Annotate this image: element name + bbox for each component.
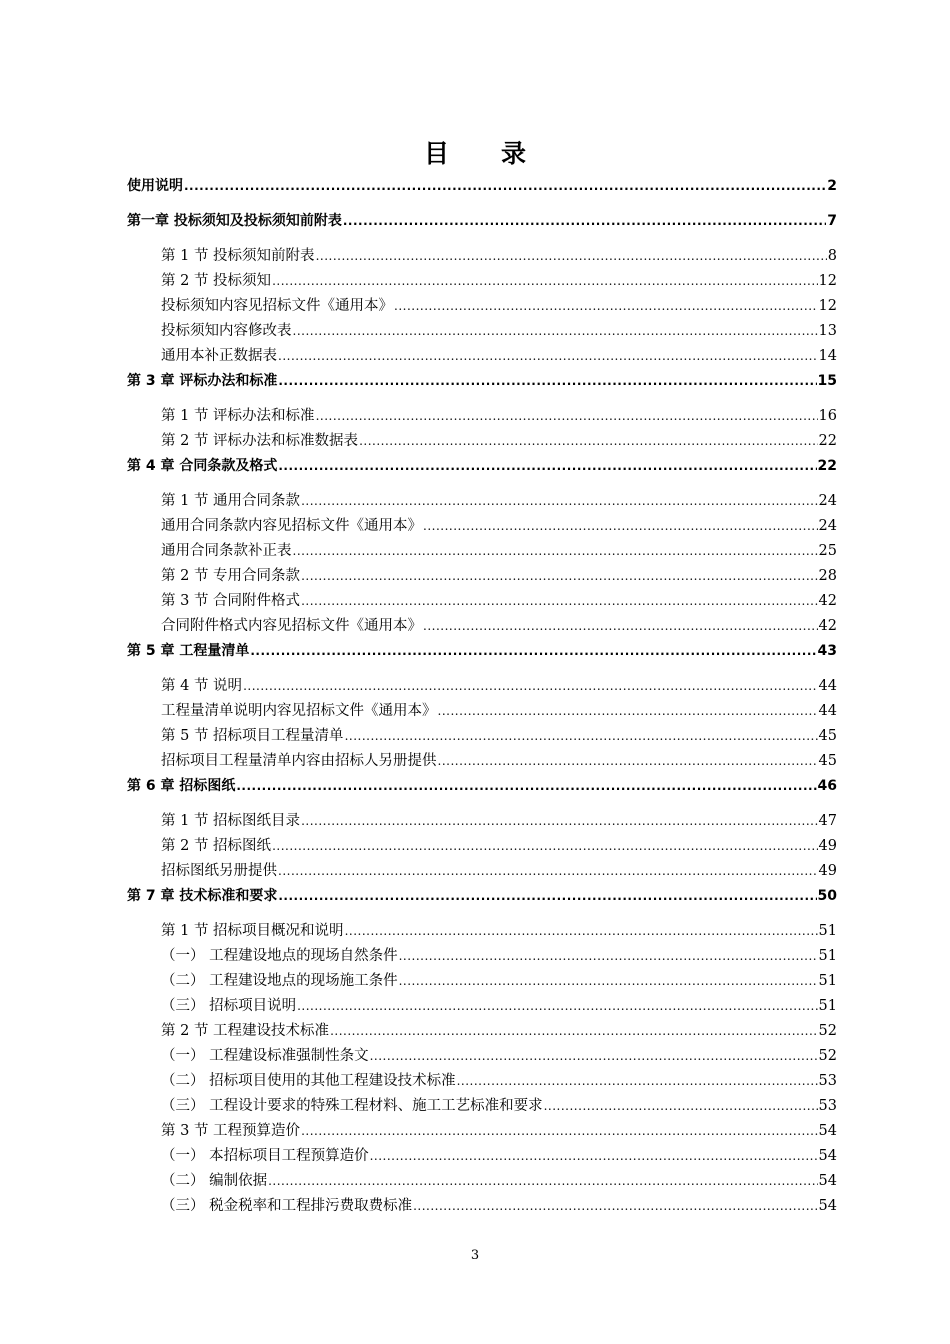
toc-entry-label: 工程量清单说明内容见招标文件《通用本》	[161, 703, 437, 719]
toc-entry-label: 第 2 节 工程建设技术标准	[161, 1023, 330, 1039]
toc-entry-page: 12	[818, 298, 837, 314]
toc-section-entry[interactable]	[127, 724, 837, 749]
toc-entry-page: 24	[818, 518, 837, 534]
toc-entry-page: 45	[818, 753, 837, 769]
toc-section-entry[interactable]	[127, 969, 837, 994]
toc-leader-dots	[278, 859, 818, 884]
toc-leader-dots	[423, 614, 818, 639]
toc-entry-page: 51	[818, 998, 837, 1014]
toc-entry-page: 50	[817, 888, 837, 904]
toc-entry-label: 投标须知内容修改表	[161, 323, 292, 339]
toc-leader-dots	[278, 369, 816, 394]
toc-entry-page: 42	[818, 593, 837, 609]
toc-section-entry[interactable]	[127, 1094, 837, 1119]
toc-entry-label: 通用合同条款补正表	[161, 543, 292, 559]
toc-section-entry[interactable]	[127, 489, 837, 514]
toc-leader-dots	[316, 244, 827, 269]
toc-entry-page: 47	[818, 813, 837, 829]
toc-leader-dots	[272, 269, 817, 294]
toc-section-entry[interactable]	[127, 1144, 837, 1169]
toc-entry-page: 49	[818, 838, 837, 854]
toc-entry-page: 49	[818, 863, 837, 879]
toc-section-entry[interactable]	[127, 244, 837, 269]
toc-leader-dots	[301, 1119, 817, 1144]
toc-leader-dots	[297, 994, 817, 1019]
title-char-left: 目	[423, 139, 449, 168]
toc-entry-label: 第 5 章 工程量清单	[127, 643, 250, 659]
toc-leader-dots	[413, 1194, 817, 1219]
toc-section-entry[interactable]	[127, 859, 837, 884]
toc-leader-dots	[544, 1094, 818, 1119]
toc-entry-label: 合同附件格式内容见招标文件《通用本》	[161, 618, 422, 634]
toc-entry-page: 12	[818, 273, 837, 289]
toc-entry-page: 44	[818, 678, 837, 694]
toc-leader-dots	[438, 749, 818, 774]
toc-entry-page: 22	[817, 458, 837, 474]
toc-entry-label: （二） 招标项目使用的其他工程建设技术标准	[161, 1073, 456, 1089]
toc-leader-dots	[394, 294, 818, 319]
toc-entry-page: 8	[827, 248, 837, 264]
toc-entry-page: 14	[818, 348, 837, 364]
toc-entry-page: 53	[818, 1098, 837, 1114]
toc-entry-label: （二） 编制依据	[161, 1173, 268, 1189]
toc-leader-dots	[243, 674, 817, 699]
toc-entry-label: 投标须知内容见招标文件《通用本》	[161, 298, 393, 314]
toc-entry-label: 第 3 节 工程预算造价	[161, 1123, 301, 1139]
toc-entry-page: 2	[827, 178, 837, 194]
toc-entry-label: 第 7 章 技术标准和要求	[127, 888, 278, 904]
toc-entry-page: 7	[827, 213, 837, 229]
toc-entry-label: 第 1 节 招标图纸目录	[161, 813, 301, 829]
toc-entry-page: 24	[818, 493, 837, 509]
toc-leader-dots	[272, 834, 817, 859]
toc-leader-dots	[301, 809, 817, 834]
toc-entry-label: （三） 税金税率和工程排污费取费标准	[161, 1198, 413, 1214]
toc-section-entry[interactable]	[127, 1194, 837, 1219]
toc-entry-label: 第 3 章 评标办法和标准	[127, 373, 278, 389]
toc-entry-page: 22	[818, 433, 837, 449]
toc-entry-label: 第 3 节 合同附件格式	[161, 593, 301, 609]
toc-entry-label: 通用本补正数据表	[161, 348, 277, 364]
toc-leader-dots	[343, 209, 826, 234]
toc-entry-page: 51	[818, 948, 837, 964]
toc-section-entry[interactable]	[127, 674, 837, 699]
toc-leader-dots	[293, 319, 818, 344]
toc-section-entry[interactable]	[127, 429, 837, 454]
toc-entry-label: 第 5 节 招标项目工程量清单	[161, 728, 344, 744]
toc-leader-dots	[278, 344, 818, 369]
toc-leader-dots	[301, 589, 817, 614]
toc-section-entry[interactable]	[127, 919, 837, 944]
toc-leader-dots	[330, 1019, 817, 1044]
toc-section-entry[interactable]	[127, 589, 837, 614]
toc-entry-label: （三） 招标项目说明	[161, 998, 297, 1014]
toc-entry-page: 54	[818, 1173, 837, 1189]
toc-leader-dots	[301, 489, 817, 514]
toc-entry-label: （二） 工程建设地点的现场施工条件	[161, 973, 398, 989]
toc-entry-label: （三） 工程设计要求的特殊工程材料、施工工艺标准和要求	[161, 1098, 543, 1114]
toc-entry-page: 15	[817, 373, 837, 389]
toc-leader-dots	[278, 454, 816, 479]
toc-chapter-entry[interactable]	[127, 639, 837, 664]
toc-section-entry[interactable]	[127, 614, 837, 639]
toc-entry-label: 第 2 节 投标须知	[161, 273, 272, 289]
toc-entry-page: 54	[818, 1148, 837, 1164]
toc-section-entry[interactable]	[127, 1119, 837, 1144]
toc-leader-dots	[457, 1069, 818, 1094]
toc-leader-dots	[184, 174, 826, 199]
toc-entry-label: 招标项目工程量清单内容由招标人另册提供	[161, 753, 437, 769]
toc-section-entry[interactable]	[127, 539, 837, 564]
toc-entry-label: 第 1 节 通用合同条款	[161, 493, 301, 509]
toc-entry-label: 第 2 节 招标图纸	[161, 838, 272, 854]
toc-entry-page: 44	[818, 703, 837, 719]
toc-entry-page: 51	[818, 973, 837, 989]
toc-leader-dots	[345, 724, 818, 749]
toc-leader-dots	[268, 1169, 817, 1194]
toc-section-entry[interactable]	[127, 699, 837, 724]
toc-section-entry[interactable]	[127, 1169, 837, 1194]
toc-section-entry[interactable]	[127, 514, 837, 539]
toc-leader-dots	[438, 699, 818, 724]
toc-leader-dots	[399, 944, 818, 969]
toc-chapter-entry[interactable]	[127, 884, 837, 909]
toc-entry-label: 第 2 节 专用合同条款	[161, 568, 301, 584]
toc-section-entry[interactable]	[127, 344, 837, 369]
toc-leader-dots	[359, 429, 817, 454]
toc-entry-page: 43	[817, 643, 837, 659]
toc-leader-dots	[236, 774, 816, 799]
toc-entry-page: 52	[818, 1023, 837, 1039]
toc-entry-label: 第 1 节 投标须知前附表	[161, 248, 315, 264]
toc-leader-dots	[423, 514, 818, 539]
toc-entry-label: 第 4 章 合同条款及格式	[127, 458, 278, 474]
toc-leader-dots	[250, 639, 816, 664]
page-title	[0, 134, 950, 170]
toc-leader-dots	[316, 404, 818, 429]
toc-leader-dots	[345, 919, 818, 944]
toc-entry-page: 46	[817, 778, 837, 794]
toc-section-entry[interactable]	[127, 404, 837, 429]
toc-section-entry[interactable]	[127, 809, 837, 834]
toc-leader-dots	[370, 1044, 818, 1069]
toc-section-entry[interactable]	[127, 1019, 837, 1044]
toc-section-entry[interactable]	[127, 294, 837, 319]
toc-entry-page: 45	[818, 728, 837, 744]
toc-entry-page: 51	[818, 923, 837, 939]
toc-section-entry[interactable]	[127, 1069, 837, 1094]
toc-entry-page: 28	[818, 568, 837, 584]
title-char-right: 录	[501, 139, 527, 168]
toc-entry-page: 16	[818, 408, 837, 424]
toc-entry-label: 第 2 节 评标办法和标准数据表	[161, 433, 359, 449]
toc-entry-label: （一） 工程建设地点的现场自然条件	[161, 948, 398, 964]
toc-entry-page: 42	[818, 618, 837, 634]
toc-leader-dots	[293, 539, 818, 564]
toc-entry-label: 招标图纸另册提供	[161, 863, 277, 879]
toc-entry-label: （一） 本招标项目工程预算造价	[161, 1148, 369, 1164]
toc-entry-page: 54	[818, 1123, 837, 1139]
toc-section-entry[interactable]	[127, 749, 837, 774]
toc-entry-label: 第 1 节 招标项目概况和说明	[161, 923, 344, 939]
toc-section-entry[interactable]	[127, 269, 837, 294]
toc-entry-label: 通用合同条款内容见招标文件《通用本》	[161, 518, 422, 534]
toc-leader-dots	[399, 969, 818, 994]
page-number: 3	[470, 1248, 480, 1263]
toc-entry-page: 25	[818, 543, 837, 559]
toc-section-entry[interactable]	[127, 944, 837, 969]
toc-leader-dots	[370, 1144, 818, 1169]
toc-chapter-entry[interactable]	[127, 774, 837, 799]
toc-entry-label: 第 4 节 说明	[161, 678, 243, 694]
table-of-contents	[127, 174, 837, 1219]
toc-entry-page: 54	[818, 1198, 837, 1214]
toc-chapter-entry[interactable]	[127, 174, 837, 199]
toc-section-entry[interactable]	[127, 319, 837, 344]
toc-entry-page: 52	[818, 1048, 837, 1064]
toc-entry-label: 使用说明	[127, 178, 183, 194]
toc-entry-label: （一） 工程建设标准强制性条文	[161, 1048, 369, 1064]
toc-entry-page: 13	[818, 323, 837, 339]
toc-entry-label: 第一章 投标须知及投标须知前附表	[127, 213, 342, 229]
toc-section-entry[interactable]	[127, 994, 837, 1019]
toc-leader-dots	[278, 884, 816, 909]
toc-entry-label: 第 1 节 评标办法和标准	[161, 408, 315, 424]
toc-section-entry[interactable]	[127, 834, 837, 859]
toc-section-entry[interactable]	[127, 1044, 837, 1069]
toc-section-entry[interactable]	[127, 564, 837, 589]
toc-entry-label: 第 6 章 招标图纸	[127, 778, 236, 794]
toc-leader-dots	[301, 564, 817, 589]
toc-chapter-entry[interactable]	[127, 209, 837, 234]
toc-chapter-entry[interactable]	[127, 369, 837, 394]
toc-entry-page: 53	[818, 1073, 837, 1089]
toc-chapter-entry[interactable]	[127, 454, 837, 479]
